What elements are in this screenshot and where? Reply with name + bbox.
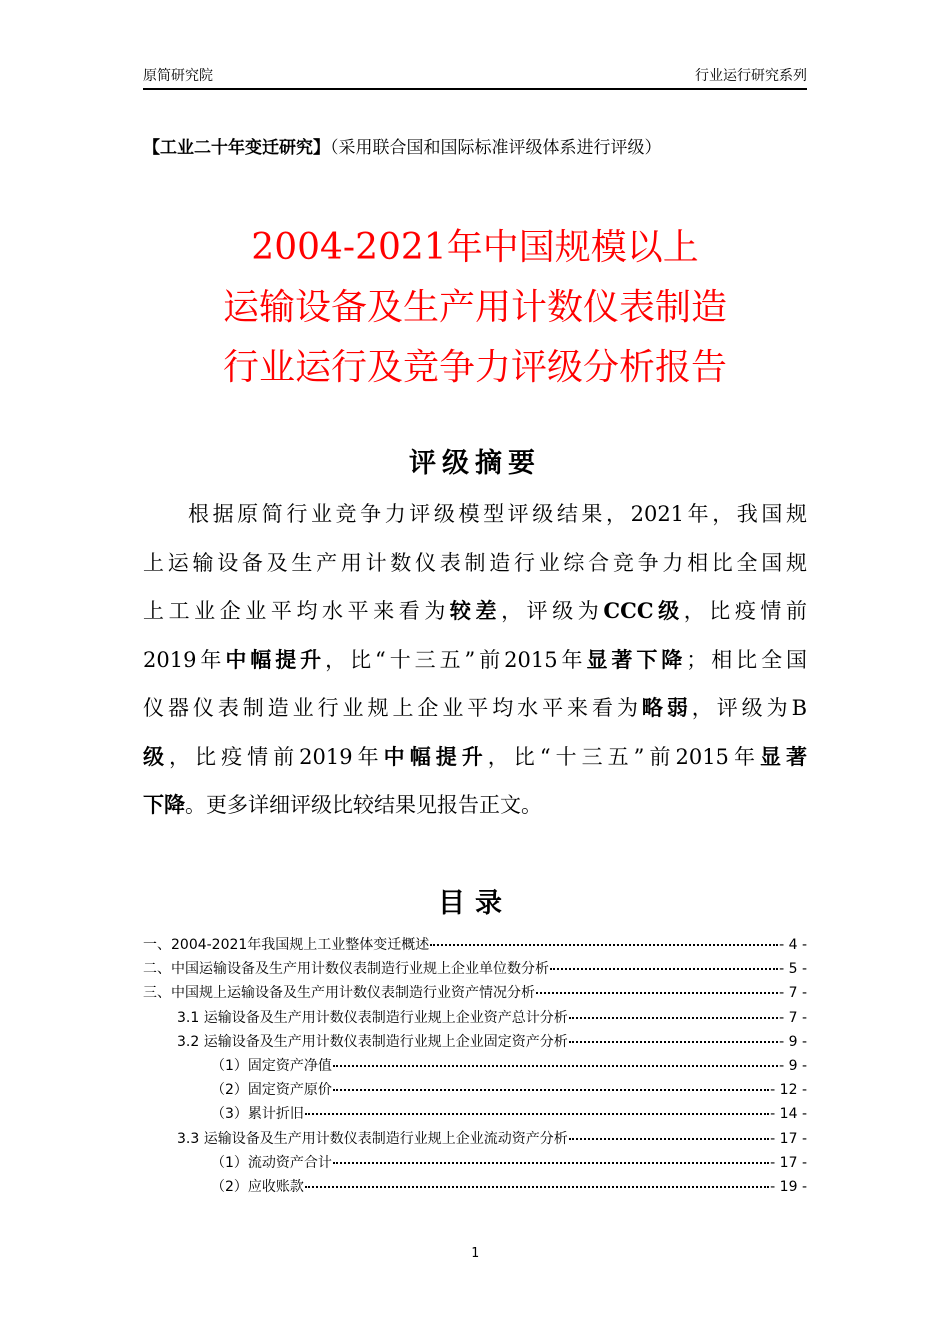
toc-entry[interactable] [143, 1006, 807, 1030]
toc-entry[interactable] [143, 1078, 807, 1102]
toc-dot-leader [333, 1089, 769, 1091]
summary-line [143, 636, 807, 685]
summary-emphasis: 中幅提升 [383, 743, 488, 769]
table-of-contents [143, 933, 807, 1199]
toc-entry-label: 3.2 运输设备及生产用计数仪表制造行业规上企业固定资产分析 [177, 1033, 568, 1050]
summary-text: ，比疫情前2019年 [169, 744, 384, 769]
toc-dot-leader [333, 1162, 769, 1164]
title-line-2: 运输设备及生产用计数仪表制造 [222, 287, 727, 328]
summary-emphasis: 显著 [759, 743, 807, 769]
page-number: 1 [471, 1246, 479, 1261]
toc-dot-leader [569, 1138, 769, 1140]
summary-emphasis: 中幅提升 [225, 646, 326, 672]
summary-text: 上工业企业平均水平来看为 [143, 599, 450, 623]
toc-entry-page: - 17 - [770, 1130, 807, 1147]
summary-text: ，比“十三五”前2015年 [487, 744, 760, 769]
summary-text: 仪器仪表制造业行业规上企业平均水平来看为 [143, 696, 642, 720]
toc-entry-page: - 12 - [770, 1082, 807, 1099]
toc-heading: 目录 [438, 888, 512, 919]
toc-dot-leader [569, 1041, 778, 1043]
toc-entry[interactable] [143, 1030, 807, 1054]
summary-line [143, 781, 807, 830]
summary-text: 根据原简行业竞争力评级模型评级结果，2021年，我国规 [188, 502, 807, 526]
title-line-3: 行业运行及竞争力评级分析报告 [222, 347, 727, 388]
toc-entry-label: （1）流动资产合计 [211, 1154, 332, 1171]
toc-entry[interactable] [143, 1054, 807, 1078]
toc-entry-page: - 7 - [779, 1009, 807, 1026]
summary-text: ，评级为B [691, 696, 808, 720]
series-bracket-label: 【工业二十年变迁研究】 [143, 138, 330, 158]
toc-entry-page: - 4 - [779, 937, 807, 953]
summary-text: 。更多详细评级比较结果见报告正文。 [185, 793, 542, 817]
toc-dot-leader [536, 992, 778, 994]
toc-entry-label: 3.3 运输设备及生产用计数仪表制造行业规上企业流动资产分析 [177, 1130, 568, 1147]
toc-entry-label: （1）固定资产净值 [211, 1057, 332, 1074]
summary-text: ，比疫情前 [683, 599, 807, 623]
publisher-name: 原简研究院 [143, 68, 213, 84]
toc-entry[interactable] [143, 933, 807, 957]
summary-text: 2019年 [143, 647, 226, 672]
summary-emphasis: 显著下降 [586, 646, 687, 672]
toc-entry-page: - 17 - [770, 1154, 807, 1171]
toc-entry-page: - 5 - [779, 961, 807, 978]
toc-entry[interactable] [143, 957, 807, 981]
toc-entry[interactable] [143, 1127, 807, 1151]
title-line-1: 2004-2021年中国规模以上 [251, 227, 699, 268]
toc-entry-page: - 9 - [779, 1057, 807, 1074]
toc-entry-label: 三、中国规上运输设备及生产用计数仪表制造行业资产情况分析 [143, 985, 535, 1002]
toc-dot-leader [569, 1017, 778, 1019]
toc-entry-label: （2）应收账款 [211, 1178, 304, 1195]
summary-line [143, 733, 807, 782]
series-line [143, 136, 807, 160]
summary-text: ，评级为 [501, 599, 604, 623]
summary-emphasis: CCC级 [603, 598, 684, 623]
toc-entry[interactable] [143, 981, 807, 1005]
toc-entry[interactable] [143, 1151, 807, 1175]
summary-text: ；相比全国 [686, 647, 808, 672]
summary-heading: 评级摘要 [409, 448, 541, 479]
toc-entry-label: （3）累计折旧 [211, 1106, 304, 1123]
toc-dot-leader [333, 1065, 778, 1067]
toc-dot-leader [430, 944, 778, 946]
series-note: （采用联合国和国际标准评级体系进行评级） [330, 138, 662, 158]
toc-entry-label: （2）固定资产原价 [211, 1082, 332, 1099]
series-name: 行业运行研究系列 [695, 68, 807, 84]
summary-text: ，比“十三五”前2015年 [325, 647, 587, 672]
toc-entry-label: 3.1 运输设备及生产用计数仪表制造行业规上企业资产总计分析 [177, 1009, 568, 1026]
summary-emphasis: 略弱 [641, 695, 692, 720]
report-title [100, 218, 850, 398]
summary-emphasis: 较差 [449, 598, 502, 623]
summary-paragraph [143, 490, 807, 830]
summary-text: 上运输设备及生产用计数仪表制造行业综合竞争力相比全国规 [143, 550, 807, 575]
toc-entry[interactable] [143, 1102, 807, 1126]
summary-line [143, 539, 807, 588]
summary-emphasis: 级 [143, 743, 170, 769]
toc-entry-page: - 14 - [770, 1106, 807, 1123]
summary-line [143, 490, 807, 539]
toc-dot-leader [550, 968, 778, 970]
summary-emphasis: 下降 [143, 792, 185, 817]
toc-entry-label: 二、中国运输设备及生产用计数仪表制造行业规上企业单位数分析 [143, 961, 549, 978]
toc-dot-leader [305, 1113, 769, 1115]
summary-line [143, 684, 807, 733]
summary-line [143, 587, 807, 636]
toc-entry-page: - 19 - [770, 1178, 807, 1195]
toc-entry-label: 一、2004-2021年我国规上工业整体变迁概述 [143, 937, 430, 953]
toc-entry-page: - 7 - [779, 985, 807, 1002]
toc-dot-leader [305, 1186, 769, 1188]
page-header [143, 66, 807, 90]
toc-entry[interactable] [143, 1175, 807, 1199]
toc-entry-page: - 9 - [779, 1033, 807, 1050]
